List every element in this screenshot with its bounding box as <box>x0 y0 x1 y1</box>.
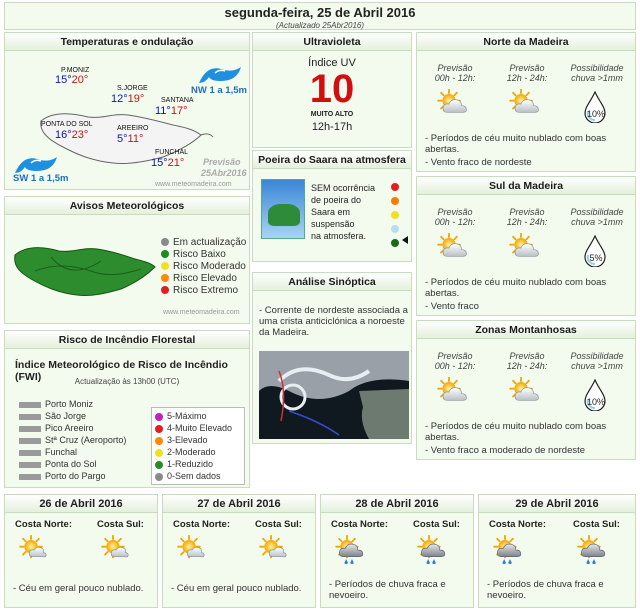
fire-legend-0: 0-Sem dados <box>155 471 221 481</box>
col-header: Possibilidade chuva >1mm <box>570 351 624 371</box>
legend-risco-moderado: Risco Moderado <box>161 261 246 272</box>
warning-map <box>11 231 157 307</box>
rain-probability: 5% <box>589 253 603 263</box>
partly-cloudy-icon <box>509 89 543 119</box>
uv-value: 10 <box>309 67 355 111</box>
region-wind: - Vento fraco <box>425 301 479 312</box>
dust-text-l5: na atmosfera. <box>311 231 367 241</box>
dust-text-l3: Saara em <box>311 207 351 217</box>
dust-text-l4: suspensão <box>311 219 355 229</box>
city-temps: 11°17° <box>155 105 188 117</box>
fire-place: Stª Cruz (Aeroporto) <box>19 435 126 445</box>
temperature-title: Temperaturas e ondulação <box>5 33 249 51</box>
dust-image <box>261 179 305 239</box>
uv-panel <box>252 32 412 148</box>
dust-level-dot <box>391 225 399 233</box>
city-name: P.MONIZ <box>61 67 90 74</box>
day-date: 27 de Abril 2016 <box>163 495 315 513</box>
dust-text-l2: de poeira do <box>311 195 362 205</box>
fire-place: São Jorge <box>19 411 86 421</box>
dust-level-dot <box>391 183 399 191</box>
sinoptica-title: Análise Sinóptica <box>253 273 411 291</box>
region-panel-montanhosas <box>416 320 636 460</box>
legend-risco-extremo: Risco Extremo <box>161 285 238 296</box>
legend-risco-baixo: Risco Baixo <box>161 249 226 260</box>
synoptic-satellite-image[interactable] <box>259 351 409 439</box>
col-header: Previsão 00h - 12h: <box>434 63 476 83</box>
dust-indicator-arrow-icon <box>402 236 408 244</box>
day-date: 26 de Abril 2016 <box>5 495 157 513</box>
site-watermark: www.meteomadeira.com <box>163 309 240 316</box>
updated-label: (Actualizado 25Abr2016) <box>275 21 365 30</box>
sinoptica-panel <box>252 272 412 444</box>
legend-em-actualizacao: Em actualização <box>161 237 246 248</box>
city-temps: 12°19° <box>111 93 145 105</box>
region-desc: - Períodos de céu muito nublado com boas abertas. <box>425 133 607 155</box>
fire-place: Porto do Pargo <box>19 471 106 481</box>
avisos-title: Avisos Meteorológicos <box>5 197 249 215</box>
costa-sul-label: Costa Sul: <box>413 519 460 530</box>
sunny-cloud-icon <box>259 535 293 565</box>
fire-heading: Índice Meteorológico de Risco de Incêndio (FWI) <box>15 359 228 383</box>
city-name: FUNCHAL <box>155 149 189 156</box>
dust-level-dot <box>391 197 399 205</box>
costa-norte-label: Costa Norte: <box>173 519 231 530</box>
fire-place: Funchal <box>19 447 77 457</box>
day-desc: - Períodos de chuva fraca e nevoeiro. <box>487 579 604 601</box>
fire-legend-3: 3-Elevado <box>155 435 208 445</box>
site-watermark: www.meteomadeira.com <box>155 181 232 188</box>
city-temps: 15°20° <box>55 74 89 86</box>
swell-sw-label: SW 1 a 1,5m <box>13 173 69 184</box>
fire-legend-2: 2-Moderado <box>155 447 216 457</box>
region-wind: - Vento fraco a moderado de nordeste <box>425 445 586 456</box>
city-name: PONTA DO SOL <box>41 121 93 128</box>
costa-norte-label: Costa Norte: <box>489 519 547 530</box>
uv-hours: 12h-17h <box>311 121 353 133</box>
uv-level: MUITO ALTO <box>310 111 354 118</box>
dust-panel <box>252 150 412 262</box>
col-header: Possibilidade chuva >1mm <box>570 63 624 83</box>
day-panel-27 <box>162 494 316 608</box>
dust-text-l1: SEM ocorrência <box>311 183 376 193</box>
region-panel-sul <box>416 176 636 316</box>
rain-probability: 10% <box>586 109 605 119</box>
sinoptica-text: - Corrente de nordeste associada a uma crista anticiclónica a noroeste da Madeira. <box>259 305 408 338</box>
city-temps: 15°21° <box>151 157 185 169</box>
day-panel-29 <box>478 494 636 608</box>
region-wind: - Vento fraco de nordeste <box>425 157 532 168</box>
rain-probability: 10% <box>586 397 605 407</box>
temperature-panel <box>4 32 250 190</box>
dust-title: Poeira do Saara na atmosfera <box>253 151 411 169</box>
city-temps: 16°23° <box>55 129 89 141</box>
sunny-cloud-icon <box>19 535 53 565</box>
region-desc: - Períodos de céu muito nublado com boas abertas. <box>425 421 607 443</box>
uv-title: Ultravioleta <box>253 33 411 51</box>
day-desc: - Períodos de chuva fraca e nevoeiro. <box>329 579 446 601</box>
dust-legend <box>391 183 401 247</box>
fire-panel <box>4 330 250 488</box>
day-date: 29 de Abril 2016 <box>479 495 635 513</box>
fire-legend-4: 4-Muito Elevado <box>155 423 232 433</box>
col-header: Previsão 12h - 24h: <box>506 351 548 371</box>
day-date: 28 de Abril 2016 <box>321 495 473 513</box>
day-desc: - Céu em geral pouco nublado. <box>13 583 144 594</box>
col-header: Previsão 00h - 12h: <box>434 207 476 227</box>
legend-risco-elevado: Risco Elevado <box>161 273 237 284</box>
day-panel-28 <box>320 494 474 608</box>
partly-cloudy-icon <box>509 377 543 407</box>
region-title: Sul da Madeira <box>417 177 635 195</box>
fire-place: Ponta do Sol <box>19 459 97 469</box>
costa-sul-label: Costa Sul: <box>573 519 620 530</box>
fire-updated: Actualização às 13h00 (UTC) <box>74 377 180 386</box>
fire-legend-1: 1-Reduzido <box>155 459 213 469</box>
costa-sul-label: Costa Sul: <box>255 519 302 530</box>
col-header: Possibilidade chuva >1mm <box>570 207 624 227</box>
costa-norte-label: Costa Norte: <box>15 519 73 530</box>
partly-cloudy-icon <box>437 377 471 407</box>
wave-sw-icon <box>13 153 59 175</box>
city-name: AREEIRO <box>117 125 149 132</box>
costa-norte-label: Costa Norte: <box>331 519 389 530</box>
swell-nw-label: NW 1 a 1,5m <box>191 85 247 96</box>
rain-cloud-icon <box>417 535 451 565</box>
uv-label: Índice UV <box>308 57 356 69</box>
dust-level-dot <box>391 239 399 247</box>
fire-legend-5: 5-Máximo <box>155 411 207 421</box>
rain-cloud-icon <box>335 535 369 565</box>
col-header: Previsão 00h - 12h: <box>434 351 476 371</box>
region-panel-norte <box>416 32 636 172</box>
partly-cloudy-icon <box>437 233 471 263</box>
col-header: Previsão 12h - 24h: <box>506 207 548 227</box>
dust-level-dot <box>391 211 399 219</box>
col-header: Previsão 12h - 24h: <box>506 63 548 83</box>
previsao-label: Previsão <box>203 157 241 167</box>
city-name: S.JORGE <box>117 85 148 92</box>
previsao-date: 25Abr2016 <box>201 168 247 178</box>
region-desc: - Períodos de céu muito nublado com boas abertas. <box>425 277 607 299</box>
partly-cloudy-icon <box>437 89 471 119</box>
date-title: segunda-feira, 25 de Abril 2016 <box>224 5 416 20</box>
sunny-cloud-icon <box>101 535 135 565</box>
partly-cloudy-icon <box>509 233 543 263</box>
fire-title: Risco de Incêndio Florestal <box>5 331 249 349</box>
city-name: SANTANA <box>161 97 194 104</box>
fire-place: Pico Areeiro <box>19 423 94 433</box>
fire-place: Porto Moniz <box>19 399 93 409</box>
avisos-panel <box>4 196 250 324</box>
page-header <box>4 2 636 30</box>
day-desc: - Céu em geral pouco nublado. <box>171 583 302 594</box>
rain-cloud-icon <box>577 535 611 565</box>
region-title: Zonas Montanhosas <box>417 321 635 339</box>
region-title: Norte da Madeira <box>417 33 635 51</box>
city-temps: 5°11° <box>117 133 144 145</box>
rain-cloud-icon <box>493 535 527 565</box>
costa-sul-label: Costa Sul: <box>97 519 144 530</box>
sunny-cloud-icon <box>177 535 211 565</box>
wave-nw-icon <box>197 63 243 85</box>
day-panel-26 <box>4 494 158 608</box>
